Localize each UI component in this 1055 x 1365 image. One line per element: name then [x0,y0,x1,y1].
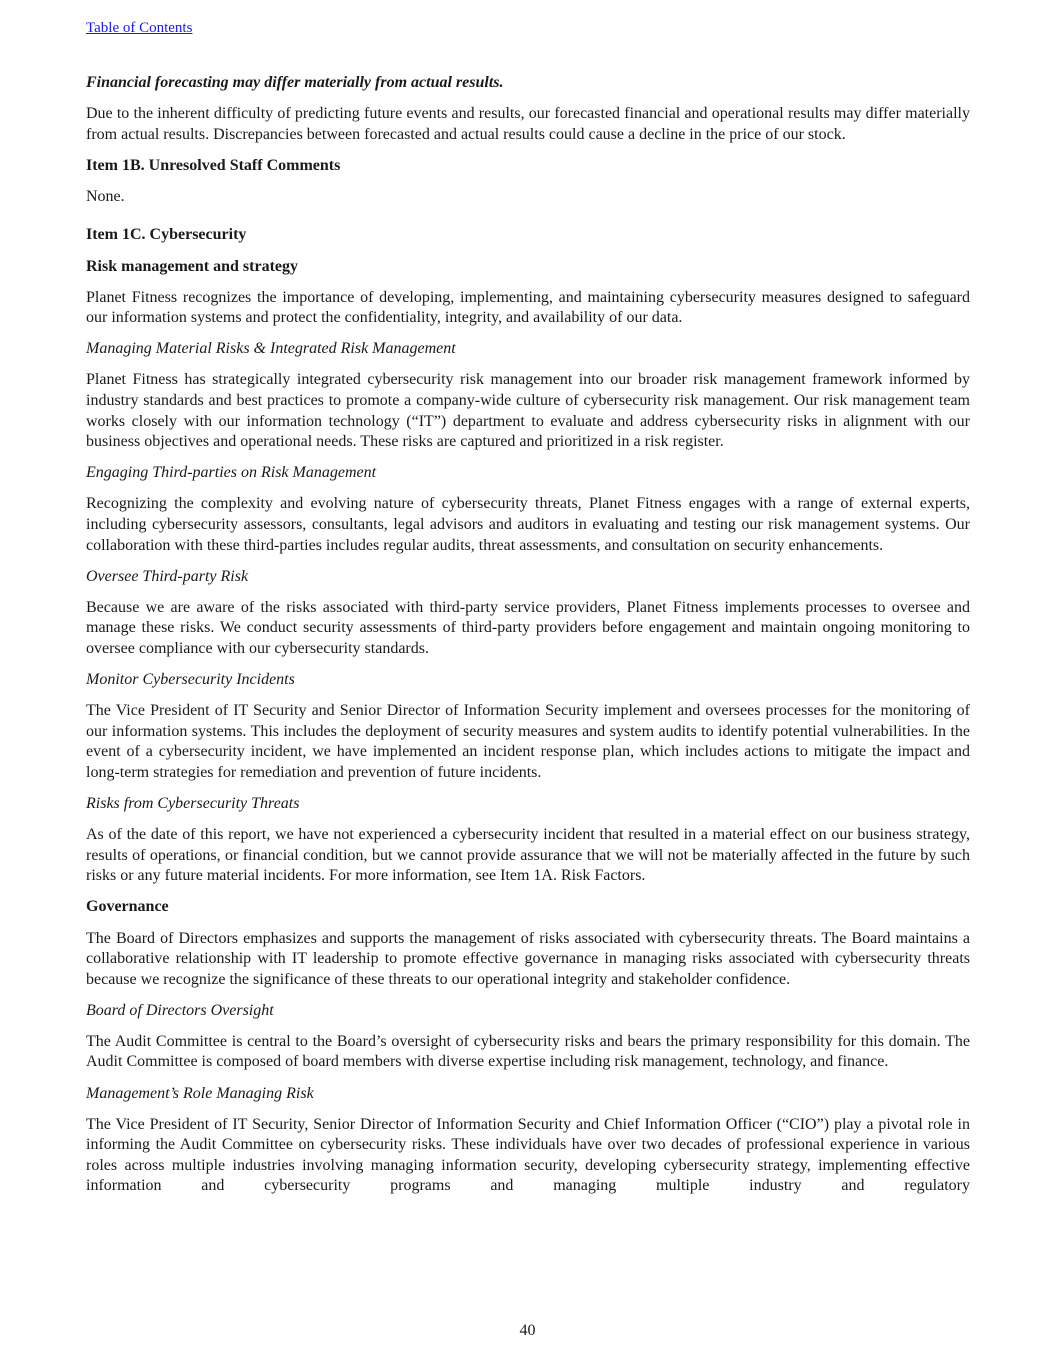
management-role-heading: Management’s Role Managing Risk [86,1084,314,1102]
document-body [86,73,970,1208]
monitor-incidents-heading: Monitor Cybersecurity Incidents [86,671,295,689]
cybersecurity-threats-paragraph: As of the date of this report, we have not experienced a cybersecurity incident that resulted in a material effect on our business strategy, results of operations, or financial condition, but we cannot provide assurance that we will not be materially affected in the future by such risks or any future material incidents. For more information, see Item 1A. Risk Factors. [86,826,970,885]
oversee-third-party-heading: Oversee Third-party Risk [86,567,249,585]
risk-management-paragraph: Planet Fitness recognizes the importance of developing, implementing, and maintaining cybersecurity measures designed to safeguard our information systems and protect the confidentiality, integrity, and availability of our data. [86,288,970,327]
monitor-incidents-paragraph: The Vice President of IT Security and Senior Director of Information Security implement and oversees processes for the monitoring of our information systems. This includes the deployment of security measures and system audits to identify potential vulnerabilities. In the event of a cybersecurity incident, we have implemented an incident response plan, which includes actions to mitigate the impact and long-term strategies for remediation and prevention of future incidents. [86,702,970,781]
board-oversight-heading: Board of Directors Oversight [86,1001,274,1019]
managing-risks-heading: Managing Material Risks & Integrated Risk Management [86,340,456,358]
engaging-third-parties-heading: Engaging Third-parties on Risk Management [86,464,377,482]
managing-risks-paragraph: Planet Fitness has strategically integrated cybersecurity risk management into our broader risk management framework informed by industry standards and best practices to promote a company-wide culture of cybersecurity risk management. Our risk management team works closely with our information technology (“IT”) department to evaluate and address cybersecurity risks in alignment with our business objectives and operational needs. These risks are captured and prioritized in a risk register. [86,371,970,451]
forecast-paragraph: Due to the inherent difficulty of predicting future events and results, our forecasted financial and operational results may differ materially from actual results. Discrepancies between forecasted and actual results could cause a decline in the price of our stock. [86,105,970,143]
governance-heading: Governance [86,898,169,916]
cybersecurity-threats-heading: Risks from Cybersecurity Threats [86,795,300,813]
item-1b-heading: Item 1B. Unresolved Staff Comments [86,156,341,174]
governance-paragraph: The Board of Directors emphasizes and supports the management of risks associated with cybersecurity threats. The Board maintains a collaborative relationship with IT leadership to promote effective governance in managing risks associated with cybersecurity threats because we recognize the significance of these threats to our operational integrity and stakeholder confidence. [86,929,970,988]
page-number: 40 [519,1322,536,1339]
oversee-third-party-paragraph: Because we are aware of the risks associated with third-party service providers, Planet Fitness implements processes to oversee and manage these risks. We conduct security assessments of third-party providers before engagement and maintain ongoing monitoring to oversee compliance with our cybersecurity standards. [86,598,970,657]
risk-management-heading: Risk management and strategy [86,257,298,275]
table-of-contents-link[interactable]: Table of Contents [86,20,193,36]
management-role-paragraph: The Vice President of IT Security, Senior Director of Information Security and Chief Information Officer (“CIO”) play a pivotal role in informing the Audit Committee on cybersecurity risks. These individuals have over two decades of professional experience in various roles across multiple industries involving managing information security, developing cybersecurity strategy, implementing effective information and cybersecurity programs and managing multiple industry and regulatory [86,1115,970,1195]
item-1b-paragraph: None. [86,187,125,205]
item-1c-heading: Item 1C. Cybersecurity [86,226,247,244]
engaging-third-parties-paragraph: Recognizing the complexity and evolving nature of cybersecurity threats, Planet Fitness engages with a range of external experts, including cybersecurity assessors, consultants, legal advisors and auditors in evaluating and testing our risk management systems. Our collaboration with these third-parties includes regular audits, threat assessments, and consultation on security enhancements. [86,495,970,554]
board-oversight-paragraph: The Audit Committee is central to the Board’s oversight of cybersecurity risks and bears the primary responsibility for this domain. The Audit Committee is composed of board members with diverse expertise including risk management, technology, and finance. [86,1032,970,1071]
forecast-heading: Financial forecasting may differ materially from actual results. [86,74,504,91]
